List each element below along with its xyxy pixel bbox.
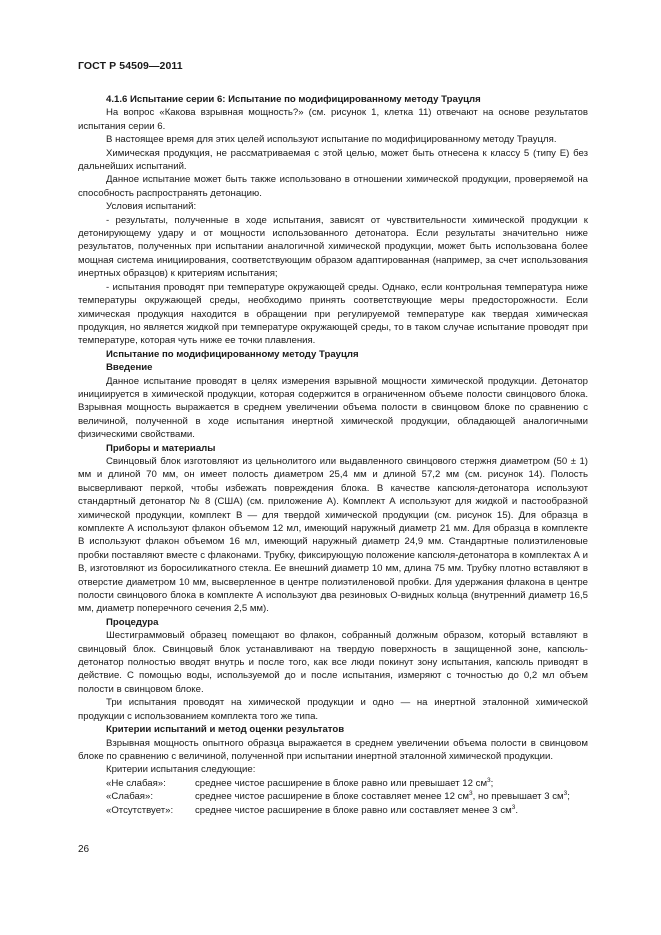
paragraph: - результаты, полученные в ходе испытания, зависят от чувствительности химической продукции к детонирующему удару и от мощности использованного детонатора. Если результаты значительно ниже результатов, полученных при испытании аналогичной химической продукции, может быть использована более мощная система инициирования, соответствующим образом адаптированная (например, за счет использования инертных образцов) к критериям испытания; [78, 214, 588, 280]
paragraph: На вопрос «Какова взрывная мощность?» (см. рисунок 1, клетка 11) отвечают на основе результатов испытания серии 6. [78, 107, 588, 132]
equipment-heading: Приборы и материалы [106, 442, 216, 454]
method-title: Испытание по модифицированному методу Трауцля [106, 348, 359, 360]
criteria-label: «Не слабая»: [106, 777, 166, 789]
criteria-label: «Отсутствует»: [106, 804, 174, 816]
paragraph: Химическая продукция, не рассматриваемая с этой целью, может быть отнесена к классу 5 (типу Е) без дальнейших испытаний. [78, 147, 588, 173]
procedure-heading: Процедура [106, 616, 159, 628]
page-number: 26 [78, 844, 90, 855]
criteria-description: среднее чистое расширение в блоке равно или составляет менее 3 $см^3$. [195, 803, 519, 816]
criteria-text: Взрывная мощность опытного образца выражается в среднем увеличении объема полости в свинцовом блоке по сравнению с величиной, полученной при испытании инертной эталонной химической продукции. [78, 737, 588, 762]
criteria-heading: Критерии испытаний и метод оценки результатов [106, 724, 345, 736]
paragraph: Шестиграммовый образец помещают во флакон, собранный должным образом, который вставляют в свинцовый блок. Свинцовый блок устанавливают на твердую поверхность в защищенной зоне, капсюль-детонатор полностью вводят внутрь и после того, как все люди покинут зону испытания, капсюль приводят в действие. С помощью воды, используемой до и после испытания, измеряют с точностью до 0,2 мл объем полости в свинцовом блоке. [78, 630, 588, 695]
criteria-description: среднее чистое расширение в блоке равно или превышает 12 $см^3$; [195, 776, 494, 789]
paragraph: В настоящее время для этих целей используют испытание по модифицированному методу Трауцля. [106, 134, 557, 146]
criteria-description: среднее чистое расширение в блоке составляет менее 12 $см^3$, но превышает 3 $см^3$; [195, 789, 570, 803]
equipment-text: Свинцовый блок изготовляют из цельнолитого или выдавленного свинцового стержня диаметром (50 ± 1) мм и длиной 70 мм, он имеет полость диаметром 25,4 мм и длиной 57,2 мм (см. рисунок 14). Полость высверливают перкой, чтобы избежать повреждения блока. В качестве капсюля-детонатора используют стандартный детонатор № 8 (США) (см. приложение А). Комплект А используют для жидкой и пастообразной химической продукции, комплект В — для твердой химической продукции (см. рисунок 15). Для образца в комплекте А используют флакон объемом 12 мл, имеющий наружный диаметр 21 мм. Для образца в комплекте В используют флакон объемом 16 мл, имеющий наружный диаметр 24,9 мм. Стандартные полиэтиленовые пробки поставляют вместе с флаконами. Трубку, фиксирующую положение капсюля-детонатора в комплектах А и В, изготовляют из боросиликатного стекла. Ее внешний диаметр 10 мм, длина 75 мм. Трубку плотно вставляют в отверстие диаметром 10 мм, высверленное в центре полиэтиленовой пробки. Для удержания флакона в центре полости свинцового блока в комплекте А используют два резиновых О-видных кольца (внутренний диаметр 16,5 мм, диаметр поперечного сечения 2,5 мм). [78, 455, 588, 615]
intro-heading: Введение [106, 362, 153, 374]
criteria-item [78, 777, 588, 790]
criteria-label: «Слабая»: [106, 791, 154, 803]
paragraph: Данное испытание может быть также использовано в отношении химической продукции, проверяемой на способность распространять детонацию. [78, 174, 588, 199]
paragraph: - испытания проводят при температуре окружающей среды. Однако, если контрольная температура ниже температуры окружающей среды, необходимо принять соответствующие меры предосторожности. Если химическая продукция находится в обращении при регулируемой температуре как твердая химическая продукция, но является жидкой при температуре окружающей среды, то в таком случае испытание проводят при температуре, которая чуть ниже ее точки плавления. [78, 281, 588, 347]
section-title: 4.1.6 Испытание серии 6: Испытание по модифицированному методу Трауцля [106, 94, 481, 105]
paragraph: Три испытания проводят на химической продукции и одно — на инертной эталонной химической продукции с использованием комплекта того же типа. [78, 697, 588, 722]
intro-text: Данное испытание проводят в целях измерения взрывной мощности химической продукции. Детонатор инициируется в химической продукции, которая содержится в ограниченном объеме полости свинцового блока. Взрывная мощность выражается в среднем увеличении объема полости в свинцовом блоке по сравнению с величиной, полученной в ходе испытания инертной химической продукции, обладающей аналогичными физическими свойствами. [78, 375, 588, 441]
paragraph: Условия испытаний: [106, 201, 197, 213]
document-header: ГОСТ Р 54509—2011 [78, 60, 183, 72]
criteria-intro: Критерии испытания следующие: [106, 764, 256, 776]
criteria-item [78, 790, 588, 803]
criteria-item [78, 804, 588, 817]
document-body [78, 93, 588, 817]
